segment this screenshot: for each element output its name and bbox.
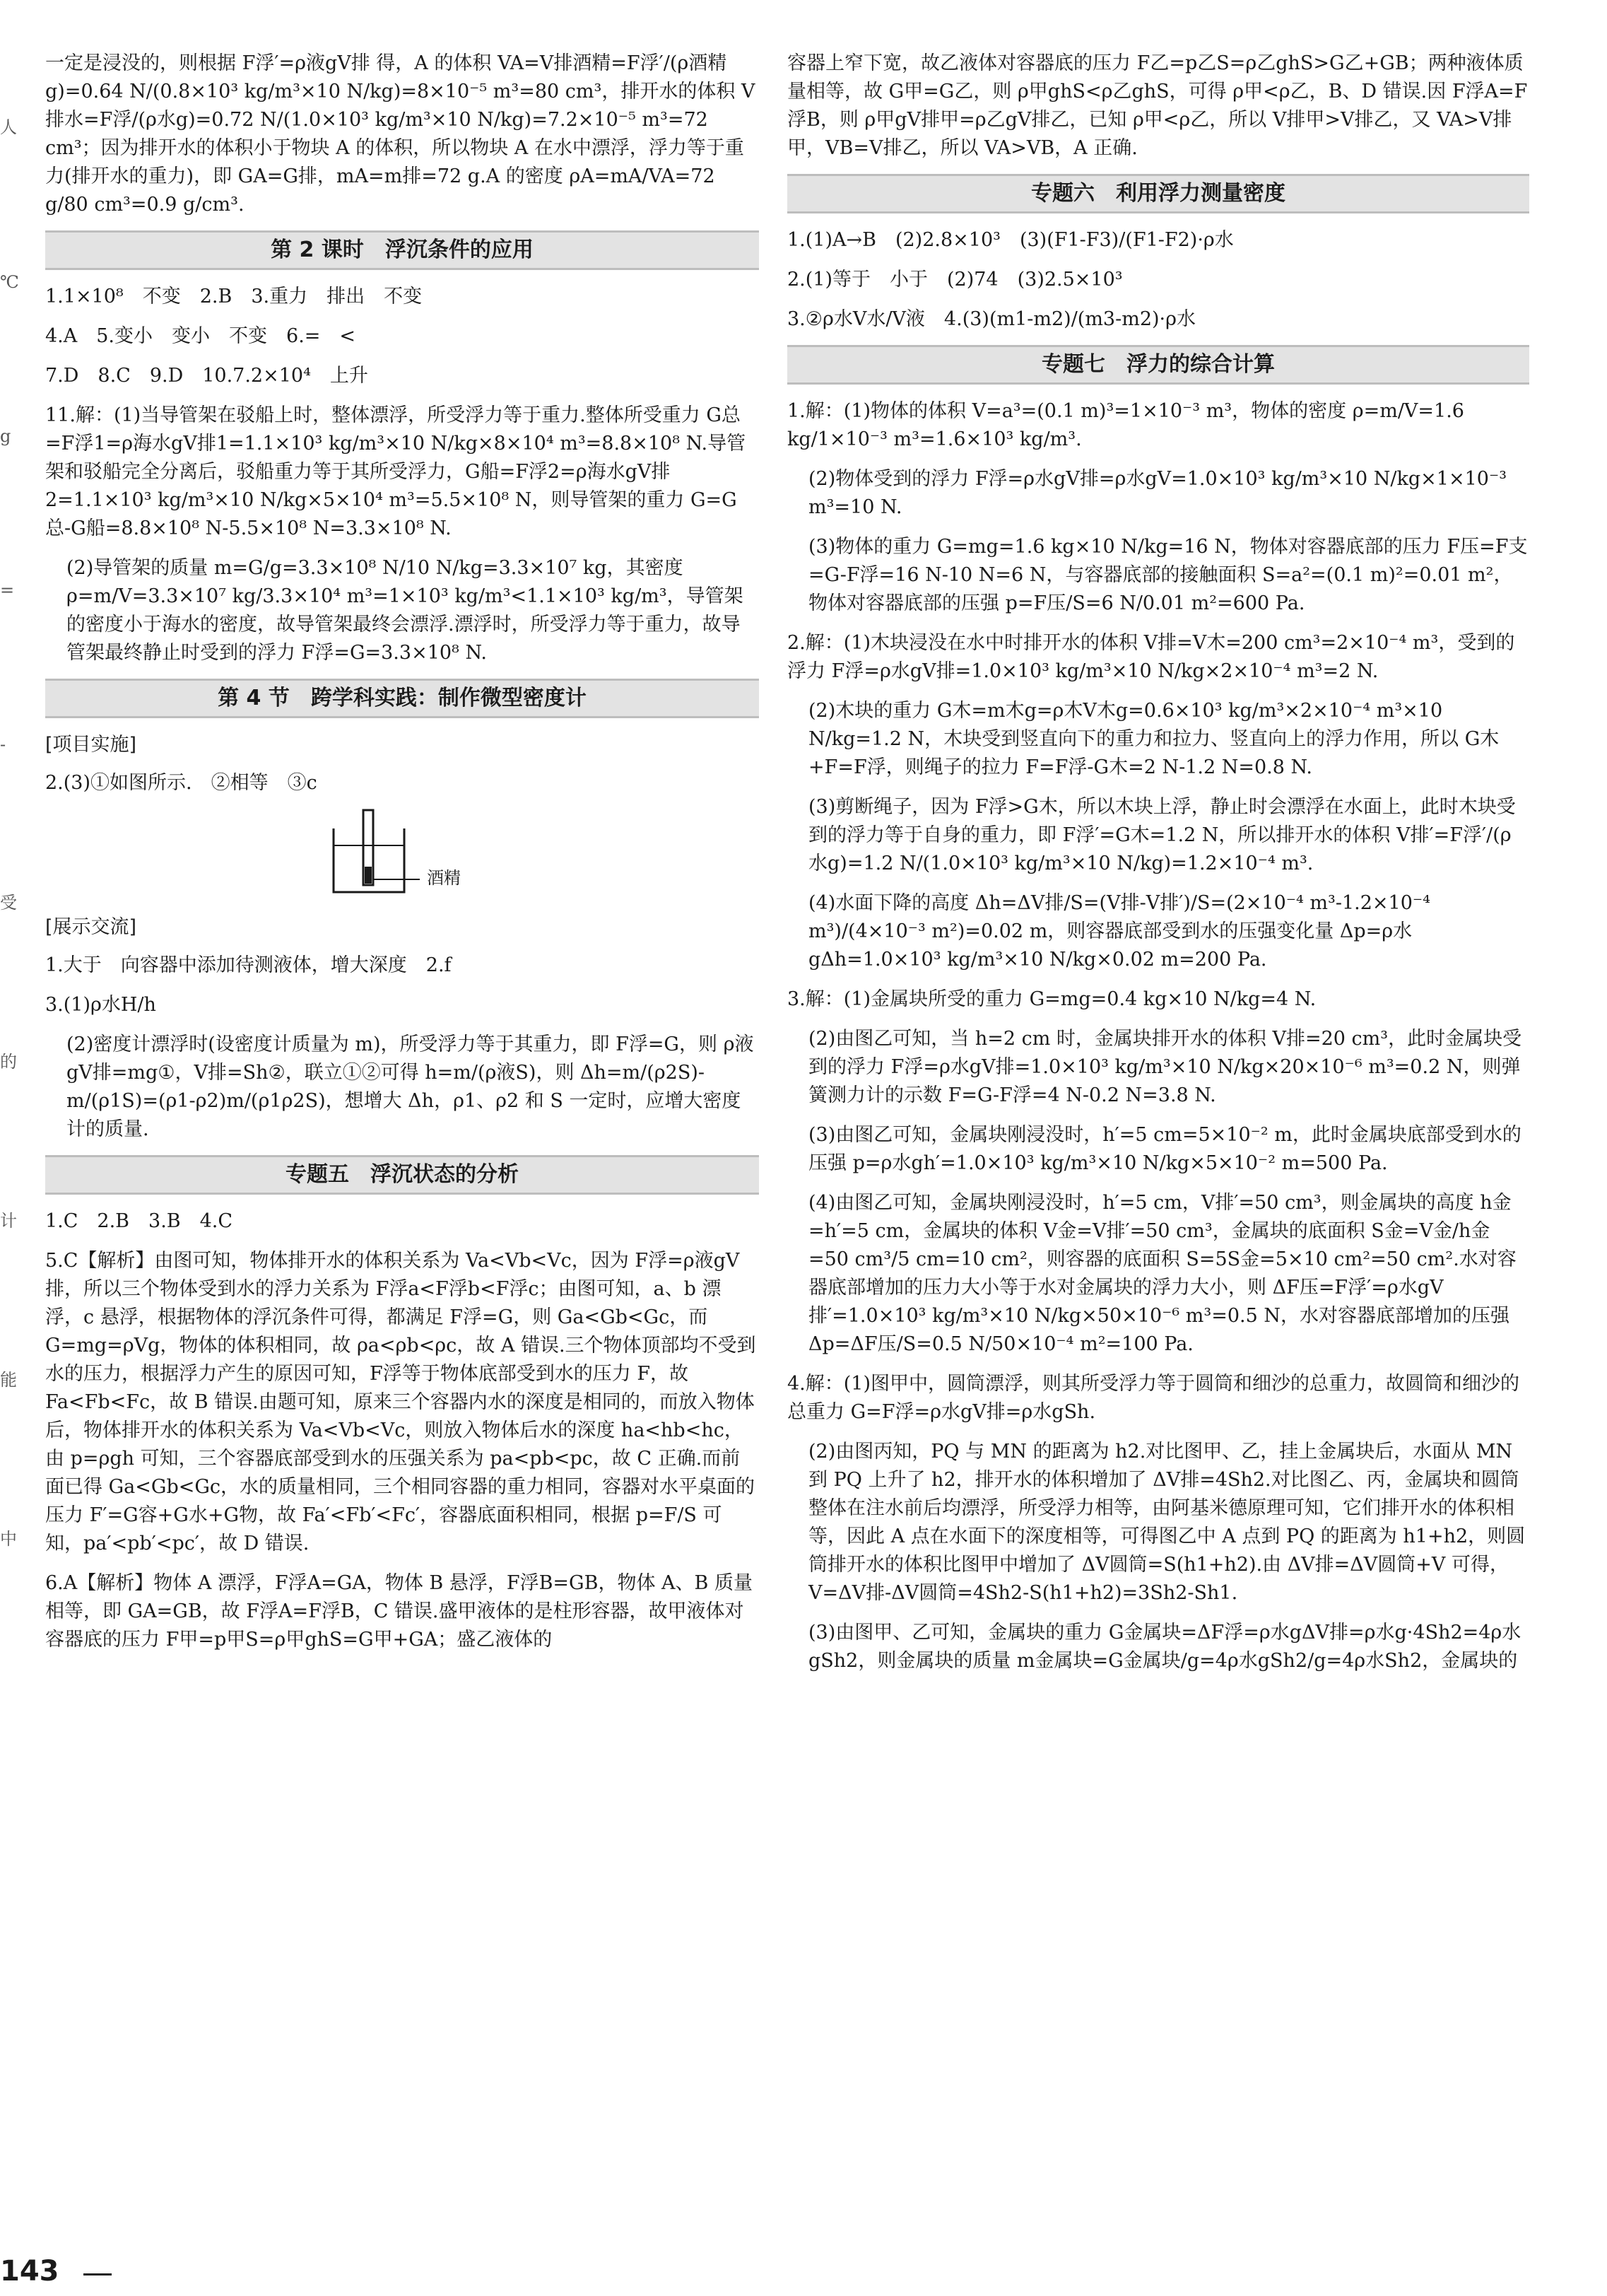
answer-text: 3.(1)ρ水H/h bbox=[45, 994, 156, 1016]
edge-mark: 受 bbox=[0, 893, 17, 913]
answer-text: (2)物体受到的浮力 F浮=ρ水gV排=ρ水gV=1.0×10³ kg/m³×10 N/kg×1×10⁻³ m³=10 N. bbox=[808, 468, 1507, 518]
answer-text: 1.(1)A→B (2)2.8×10³ (3)(F1-F3)/(F1-F2)·ρ水 bbox=[787, 229, 1234, 251]
answer-text: 容器上窄下宽，故乙液体对容器底的压力 F乙=p乙S=ρ乙ghS>G乙+GB；两种液体质量相等，故 G甲=G乙，则 ρ甲ghS<ρ乙ghS，可得 ρ甲<ρ乙，B、D 错误.因 F浮A=F浮B，则 ρ甲gV排甲=ρ乙gV排乙，已知 ρ甲<ρ乙，所以 V排甲>V排乙，又 VA>V排甲，VB=V排乙，所以 VA>VB，A 正确. bbox=[787, 52, 1528, 159]
answer-text: (2)由图丙知，PQ 与 MN 的距离为 h2.对比图甲、乙，挂上金属块后，水面从 MN 到 PQ 上升了 h2，排开水的体积增加了 ΔV排=4Sh2.对比图乙、丙，金属块和圆筒整体在注水前后均漂浮，所受浮力相等，由阿基米德原理可知，它们排开水的体积相等，因此 A 点在水面下的深度相等，可得图乙中 A 点到 PQ 的距离为 h1+h2，则圆筒排开水的体积比图甲中增加了 ΔV圆筒=S(h1+h2).由 ΔV排=ΔV圆筒+V 可得，V=ΔV排-ΔV圆筒=4Sh2-S(h1+h2)=3Sh2-Sh1. bbox=[808, 1441, 1526, 1604]
answer-text: 4.解：(1)图甲中，圆筒漂浮，则其所受浮力等于圆筒和细沙的总重力，故圆筒和细沙的总重力 G=F浮=ρ水gV排=ρ水gSh. bbox=[787, 1373, 1520, 1423]
answer-text: (3)剪断绳子，因为 F浮>G木，所以木块上浮，静止时会漂浮在水面上，此时木块受到的浮力等于自身的重力，即 F浮′=G木=1.2 N，所以排开水的体积 V排′=F浮′/(ρ水g)=1.2 N/(1.0×10³ kg/m³×10 N/kg)=1.2×10⁻⁴ m³. bbox=[808, 796, 1516, 874]
answer-text: (4)由图乙可知，金属块刚浸没时，h′=5 cm，V排′=50 cm³，则金属块的高度 h金=h′=5 cm，金属块的体积 V金=V排′=50 cm³，金属块的底面积 S金=V金/h金=50 cm³/5 cm=10 cm²，则容器的底面积 S=5S金=5×10 cm²=50 cm².水对容器底部增加的压力大小等于水对金属块的浮力大小，则 ΔF压=F浮′=ρ水gV排′=1.0×10³ kg/m³×10 N/kg×50×10⁻⁶ m³=0.5 N，水对容器底部增加的压强 Δp=ΔF压/S=0.5 N/50×10⁻⁴ m²=100 Pa. bbox=[808, 1192, 1517, 1355]
edge-mark: 计 bbox=[0, 1211, 17, 1231]
answer-text: 2.(3)①如图所示. ②相等 ③c bbox=[45, 772, 317, 794]
answer-text: (2)导管架的质量 m=G/g=3.3×10⁸ N/10 N/kg=3.3×10⁷ kg，其密度 ρ=m/V=3.3×10⁷ kg/3.3×10⁴ m³=1×10³ kg/m³<1.1×10³ kg/m³，导管架的密度小于海水的密度，故导管架最终会漂浮.漂浮时，所受浮力等于重力，故导管架最终静止时受到的浮力 F浮=G=3.3×10⁸ N. bbox=[66, 557, 743, 664]
edge-mark: 人 bbox=[0, 117, 17, 137]
section-header: 第 4 节 跨学科实践：制作微型密度计 bbox=[45, 679, 759, 718]
section-header: 专题五 浮沉状态的分析 bbox=[45, 1155, 759, 1195]
answer-text: (2)由图乙可知，当 h=2 cm 时，金属块排开水的体积 V排=20 cm³，此时金属块受到的浮力 F浮=ρ水gV排=1.0×10³ kg/m³×10 N/kg×20×10⁻⁶ m³=0.2 N，则弹簧测力计的示数 F=G-F浮=4 N-0.2 N=3.8 N. bbox=[808, 1028, 1522, 1106]
edge-mark: = bbox=[0, 580, 15, 600]
answer-text: (4)水面下降的高度 Δh=ΔV排/S=(V排-V排′)/S=(2×10⁻⁴ m³-1.2×10⁻⁴ m³)/(4×10⁻³ m²)=0.02 m，则容器底部受到水的压强变化量 Δp=ρ水gΔh=1.0×10³ kg/m³×10 N/kg×0.02 m=200 Pa. bbox=[808, 892, 1430, 971]
answer-text: 1.解：(1)物体的体积 V=a³=(0.1 m)³=1×10⁻³ m³，物体的密度 ρ=m/V=1.6 kg/1×10⁻³ m³=1.6×10³ kg/m³. bbox=[787, 400, 1464, 450]
edge-mark: 中 bbox=[0, 1529, 17, 1549]
subsection-tag: [展示交流] bbox=[45, 916, 137, 938]
answer-text: 6.A【解析】物体 A 漂浮，F浮A=GA，物体 B 悬浮，F浮B=GB，物体 A、B 质量相等，即 GA=GB，故 F浮A=F浮B，C 错误.盛甲液体的是柱形容器，故甲液体对容器底的压力 F甲=p甲S=ρ甲ghS=G甲+GA；盛乙液体的 bbox=[45, 1572, 753, 1651]
answer-text: (2)木块的重力 G木=m木g=ρ木V木g=0.6×10³ kg/m³×2×10⁻⁴ m³×10 N/kg=1.2 N，木块受到竖直向下的重力和拉力、竖直向上的浮力作用，所以 G木+F=F浮，则绳子的拉力 F=F浮-G木=2 N-1.2 N=0.8 N. bbox=[808, 700, 1500, 778]
answer-text: 2.(1)等于 小于 (2)74 (3)2.5×10³ bbox=[787, 269, 1123, 291]
edge-mark: - bbox=[0, 734, 6, 754]
binding-edge-fragments bbox=[0, 113, 18, 1684]
left-column bbox=[45, 49, 759, 1665]
answer-text: 1.1×10⁸ 不变 2.B 3.重力 排出 不变 bbox=[45, 286, 423, 308]
subsection-tag: [项目实施] bbox=[45, 734, 137, 756]
answer-text: 7.D 8.C 9.D 10.7.2×10⁴ 上升 bbox=[45, 365, 368, 387]
densimeter-figure bbox=[45, 809, 759, 901]
answer-text: 11.解：(1)当导管架在驳船上时，整体漂浮，所受浮力等于重力.整体所受重力 G总=F浮1=ρ海水gV排1=1.1×10³ kg/m³×10 N/kg×8×10⁴ m³=8.8×10⁸ N.导管架和驳船完全分离后，驳船重力等于其所受浮力，G船=F浮2=ρ海水gV排2=1.1×10³ kg/m³×10 N/kg×5×10⁴ m³=5.5×10⁸ N，则导管架的重力 G=G总-G船=8.8×10⁸ N-5.5×10⁸ N=3.3×10⁸ N. bbox=[45, 404, 746, 539]
figure-caption: 酒精 bbox=[427, 868, 461, 888]
edge-mark: 能 bbox=[0, 1370, 17, 1390]
answer-text: (3)由图乙可知，金属块刚浸没时，h′=5 cm=5×10⁻² m，此时金属块底部受到水的压强 p=ρ水gh′=1.0×10³ kg/m³×10 N/kg×5×10⁻² m=500 Pa. bbox=[808, 1124, 1521, 1174]
answer-text: 4.A 5.变小 变小 不变 6.= < bbox=[45, 325, 356, 347]
section-header: 第 2 课时 浮沉条件的应用 bbox=[45, 230, 759, 270]
section-header: 专题七 浮力的综合计算 bbox=[787, 345, 1529, 385]
answer-text: 1.C 2.B 3.B 4.C bbox=[45, 1210, 233, 1232]
answer-text: (3)由图甲、乙可知，金属块的重力 G金属块=ΔF浮=ρ水gΔV排=ρ水g·4Sh2=4ρ水gSh2，则金属块的质量 m金属块=G金属块/g=4ρ水gSh2/g=4ρ水Sh2，金属块的 bbox=[808, 1622, 1521, 1672]
answer-text: 3.②ρ水V水/V液 4.(3)(m1-m2)/(m3-m2)·ρ水 bbox=[787, 308, 1196, 330]
answer-text: (3)物体的重力 G=mg=1.6 kg×10 N/kg=16 N，物体对容器底部的压力 F压=F支=G-F浮=16 N-10 N=6 N，与容器底部的接触面积 S=a²=(0.1 m)²=0.01 m²，物体对容器底部的压强 p=F压/S=6 N/0.01 m²=600 Pa. bbox=[808, 536, 1528, 614]
page-number: 143 bbox=[0, 2255, 59, 2288]
edge-mark: ℃ bbox=[0, 272, 19, 292]
answer-text: 5.C【解析】由图可知，物体排开水的体积关系为 Va<Vb<Vc，因为 F浮=ρ液gV排，所以三个物体受到水的浮力关系为 F浮a<F浮b<F浮c；由图可知，a、b 漂浮，c 悬浮，根据物体的浮沉条件可得，都满足 F浮=G，则 Ga<Gb<Gc，而 G=mg=ρVg，物体的体积相同，故 ρa<ρb<ρc，故 A 错误.三个物体顶部均不受到水的压力，根据浮力产生的原因可知，F浮等于物体底部受到水的压力 F，故 Fa<Fb<Fc，故 B 错误.由题可知，原来三个容器内水的深度是相同的，而放入物体后，物体排开水的体积关系为 Va<Vb<Vc，则放入物体后水的深度 ha<hb<hc，由 p=ρgh 可知，三个容器底部受到水的压强关系为 pa<pb<pc，故 C 正确.而前面已得 Ga<Gb<Gc，水的质量相同，三个相同容器的重力相同，容器对水平桌面的压力 F′=G容+G水+G物，故 Fa′<Fb′<Fc′，容器底面积相同，根据 p=F/S 可知，pa′<pb′<pc′，故 D 错误. bbox=[45, 1250, 756, 1554]
answer-text: 2.解：(1)木块浸没在水中时排开水的体积 V排=V木=200 cm³=2×10⁻⁴ m³，受到的浮力 F浮=ρ水gV排=1.0×10³ kg/m³×10 N/kg×2×10⁻⁴ m³=2 N. bbox=[787, 632, 1515, 682]
section-header: 专题六 利用浮力测量密度 bbox=[787, 174, 1529, 213]
beaker-densimeter-drawing bbox=[328, 809, 420, 897]
answer-text: 1.大于 向容器中添加待测液体，增大深度 2.f bbox=[45, 954, 452, 976]
edge-mark: g bbox=[0, 426, 11, 446]
edge-mark: 的 bbox=[0, 1052, 17, 1072]
answer-text: 3.解：(1)金属块所受的重力 G=mg=0.4 kg×10 N/kg=4 N. bbox=[787, 988, 1317, 1010]
right-column bbox=[787, 49, 1529, 1687]
answer-text: 一定是浸没的，则根据 F浮′=ρ液gV排 得，A 的体积 VA=V排酒精=F浮′/(ρ酒精g)=0.64 N/(0.8×10³ kg/m³×10 N/kg)=8×10⁻⁵ m³=80 cm³，排开水的体积 V排水=F浮/(ρ水g)=0.72 N/(1.0×10³ kg/m³×10 N/kg)=7.2×10⁻⁵ m³=72 cm³；因为排开水的体积小于物块 A 的体积，所以物块 A 在水中漂浮，浮力等于重力(排开水的重力)，即 GA=G排，mA=m排=72 g.A 的密度 ρA=mA/VA=72 g/80 cm³=0.9 g/cm³. bbox=[45, 52, 755, 216]
answer-text: (2)密度计漂浮时(设密度计质量为 m)，所受浮力等于其重力，即 F浮=G，则 ρ液gV排=mg①，V排=Sh②，联立①②可得 h=m/(ρ液S)，则 Δh=m/(ρ2S)-m/(ρ1S)=(ρ1-ρ2)m/(ρ1ρ2S)，想增大 Δh，ρ1、ρ2 和 S 一定时，应增大密度计的质量. bbox=[66, 1033, 754, 1140]
